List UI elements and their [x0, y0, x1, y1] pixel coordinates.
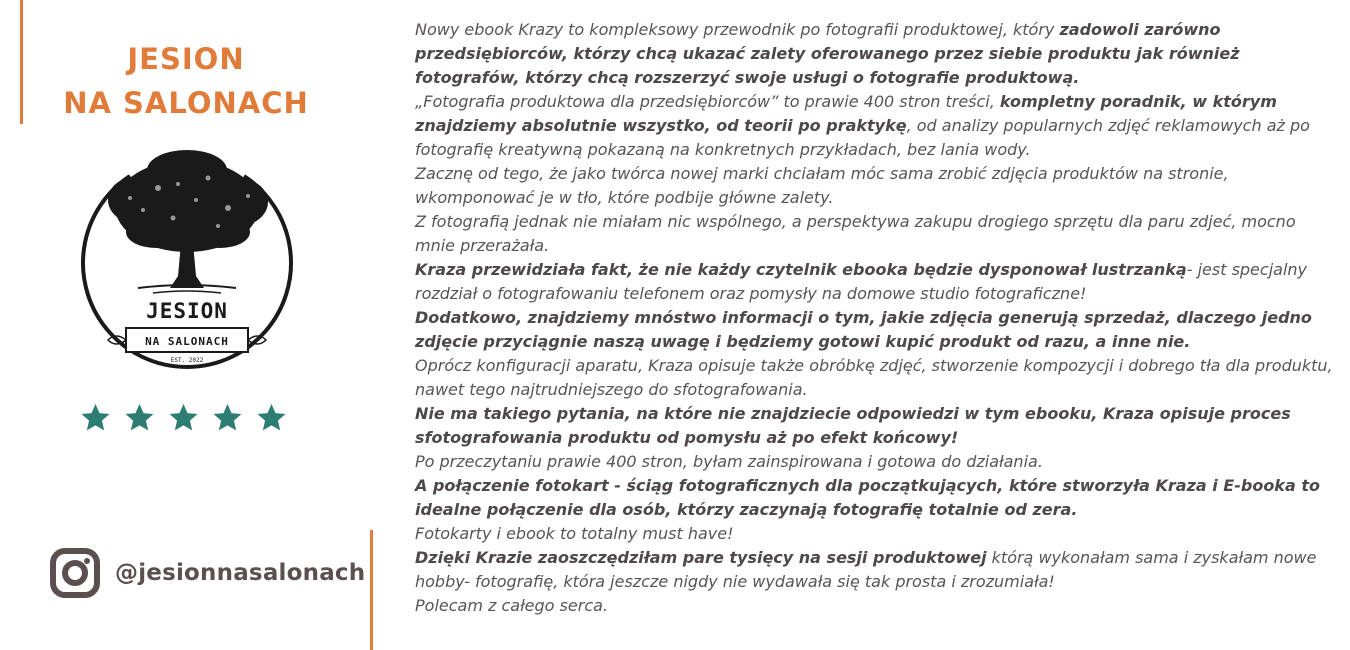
review-paragraph: Nie ma takiego pytania, na które nie znajdziecie odpowiedzi w tym ebooku, Kraza opisuje proces sfotografowania produktu od pomysłu aż po efekt końcowy!: [415, 404, 1291, 447]
review-text: [415, 18, 1335, 618]
instagram-link[interactable]: [50, 547, 365, 599]
star-icon: [212, 402, 243, 433]
review-paragraph: „Fotografia produktowa dla przedsiębiorców” to prawie 400 stron treści, kompletny poradnik, w którym znajdziemy absolutnie wszystko, od teorii po praktykę, od analizy popularnych zdjęć reklamowych aż po fotografię kreatywną pokazaną na konkretnych przykładach, bez lania wody.: [415, 92, 1310, 159]
instagram-handle: @jesionnasalonach: [115, 560, 366, 586]
review-paragraph: Fotokarty i ebook to totalny must have!: [415, 524, 734, 543]
star-icon: [80, 402, 111, 433]
accent-divider-top: [20, 0, 23, 124]
star-icon: [124, 402, 155, 433]
review-paragraph: A połączenie fotokart - ściąg fotograficznych dla początkujących, które stworzyła Kraza i E-booka to idealne połączenie dla osób, którzy zaczynają fotografię totalnie od zera.: [415, 476, 1320, 519]
logo-established: EST. 2022: [170, 357, 204, 364]
accent-divider-bottom: [370, 530, 373, 650]
star-icon: [256, 402, 287, 433]
brand-title-line1: JESION: [127, 42, 245, 76]
review-paragraph: Polecam z całego serca.: [415, 596, 608, 615]
star-rating: [80, 402, 287, 433]
logo-ribbon-text: NA SALONACH: [145, 335, 229, 348]
logo-wordmark: JESION: [146, 299, 228, 323]
tree-logo-icon: [78, 148, 296, 380]
review-paragraph: Dzięki Krazie zaoszczędziłam pare tysięcy na sesji produktowej którą wykonałam sama i zyskałam nowe hobby- fotografię, która jeszcze nigdy nie wydawała się tak prosta i zrozumiała!: [415, 548, 1317, 591]
star-icon: [168, 402, 199, 433]
review-paragraph: Po przeczytaniu prawie 400 stron, byłam zainspirowana i gotowa do działania.: [415, 452, 1043, 471]
review-paragraph: Zacznę od tego, że jako twórca nowej marki chciałam móc sama zrobić zdjęcia produktów na stronie, wkomponować je w tło, które podbije główne zalety.: [415, 164, 1229, 207]
review-paragraph: Nowy ebook Krazy to kompleksowy przewodnik po fotografii produktowej, który zadowoli zarówno przedsiębiorców, którzy chcą ukazać zalety oferowanego przez siebie produktu jak również fotografów, którzy chcą rozszerzyć swoje usługi o fotografie produktową.: [415, 20, 1240, 87]
review-paragraph: Oprócz konfiguracji aparatu, Kraza opisuje także obróbkę zdjęć, stworzenie kompozycji i dobrego tła dla produktu, nawet tego najtrudniejszego do sfotografowania.: [415, 356, 1333, 399]
review-paragraph: Z fotografią jednak nie miałam nic wspólnego, a perspektywa zakupu drogiego sprzętu dla paru zdjeć, mocno mnie przerażała.: [415, 212, 1296, 255]
review-paragraph: Dodatkowo, znajdziemy mnóstwo informacji o tym, jakie zdjęcia generują sprzedaż, dlaczego jedno zdjęcie przyciągnie naszą uwagę i będziemy gotowi kupić produkt od razu, a inne nie.: [415, 308, 1312, 351]
instagram-icon: [50, 548, 100, 598]
review-paragraph: Kraza przewidziała fakt, że nie każdy czytelnik ebooka będzie dysponował lustrzanką- jest specjalny rozdział o fotografowaniu telefonem oraz pomysły na domowe studio fotograficzne!: [415, 260, 1307, 303]
brand-title-line2: NA SALONACH: [63, 86, 309, 120]
